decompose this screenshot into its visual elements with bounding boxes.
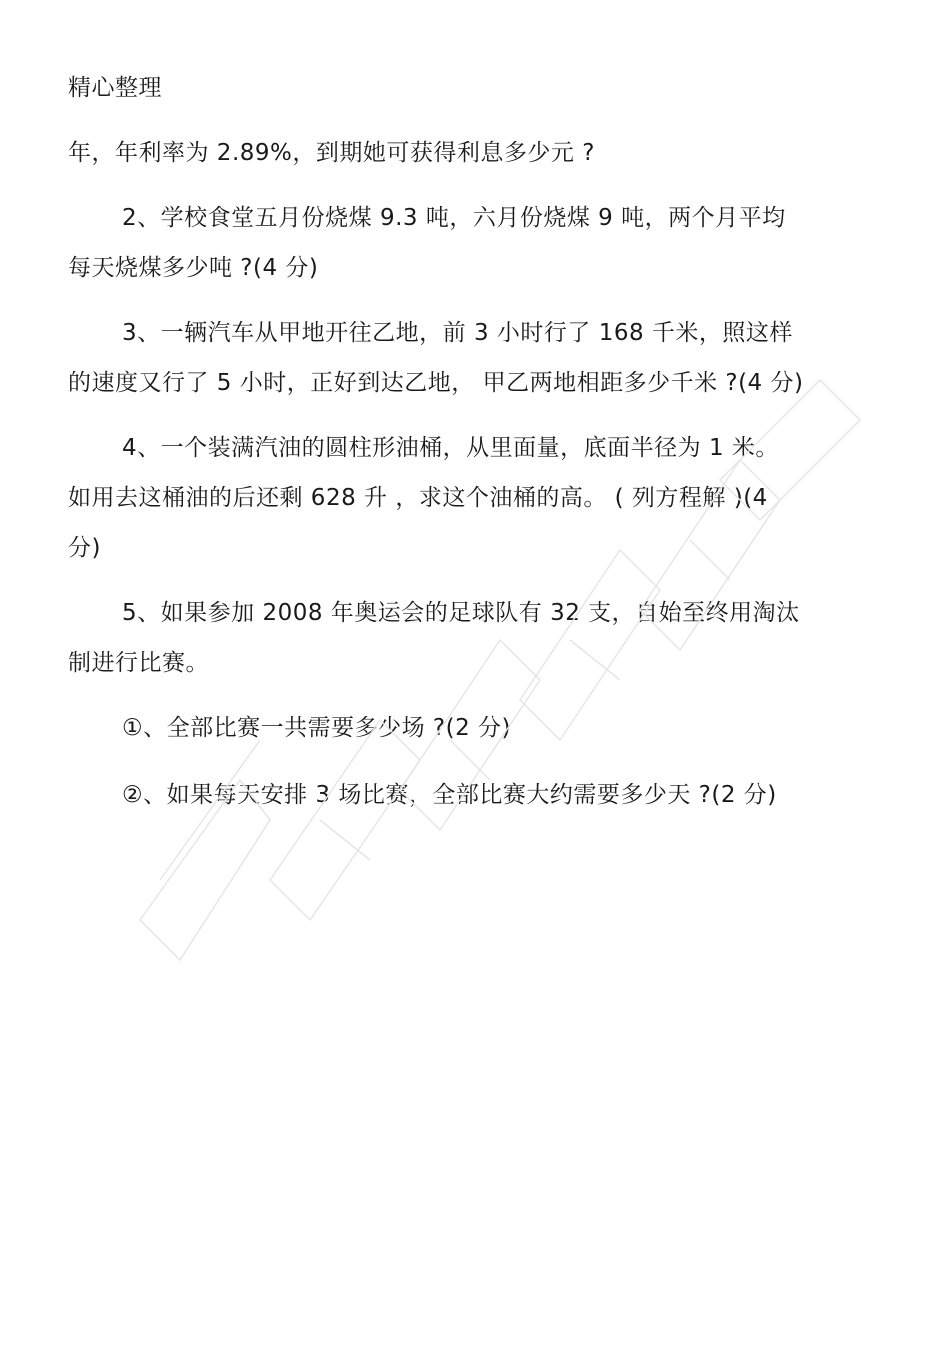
question-3-line-1: 3、一辆汽车从甲地开往乙地，前 3 小时行了 168 千米，照这样 xyxy=(122,320,793,346)
question-2-line-2: 每天烧煤多少吨 ?(4 分) xyxy=(68,255,319,281)
question-2-line-1: 2、学校食堂五月份烧煤 9.3 吨，六月份烧煤 9 吨，两个月平均 xyxy=(122,205,786,231)
question-5-sub-1: ①、全部比赛一共需要多少场 ?(2 分) xyxy=(122,715,512,741)
question-5-sub-2: ②、如果每天安排 3 场比赛，全部比赛大约需要多少天 ?(2 分) xyxy=(122,782,777,808)
page-header-title: 精心整理 xyxy=(68,75,162,101)
question-4-line-2: 如用去这桶油的后还剩 628 升 ，求这个油桶的高。 ( 列方程解 )(4 xyxy=(68,485,768,511)
question-4-line-3: 分) xyxy=(68,535,101,561)
question-5-line-1: 5、如果参加 2008 年奥运会的足球队有 32 支，自始至终用淘汰 xyxy=(122,600,800,626)
question-3-line-2: 的速度又行了 5 小时，正好到达乙地， 甲乙两地相距多少千米 ?(4 分) xyxy=(68,370,804,396)
question-1-continuation: 年，年利率为 2.89%，到期她可获得利息多少元 ? xyxy=(68,140,595,166)
question-5-line-2: 制进行比赛。 xyxy=(68,650,209,676)
question-4-line-1: 4、一个装满汽油的圆柱形油桶，从里面量，底面半径为 1 米。 xyxy=(122,435,779,461)
